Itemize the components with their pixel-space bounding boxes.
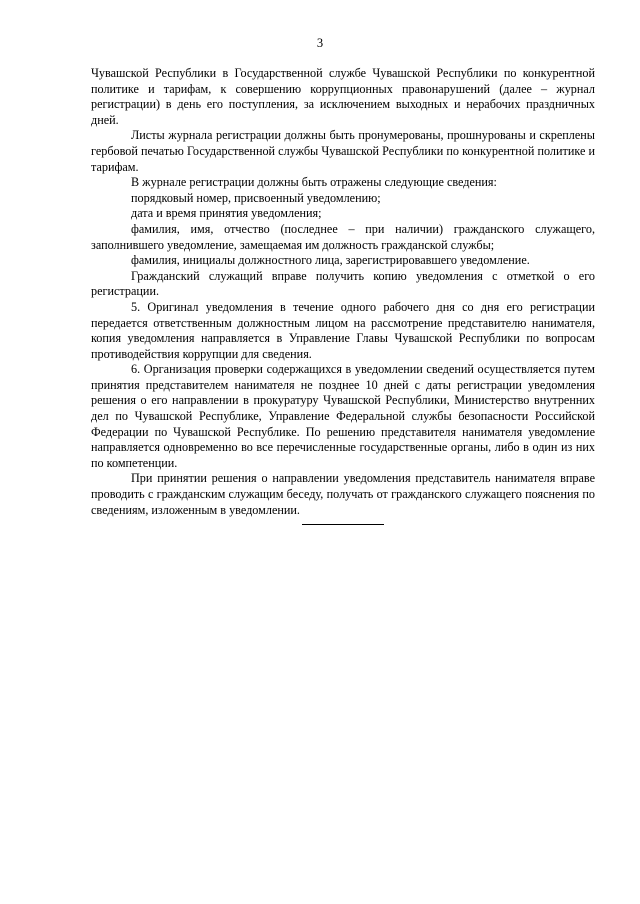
paragraph-item-5: 5. Оригинал уведомления в течение одного рабочего дня со дня его регистрации передается ответственным должностным лицом на рассмотрение представителю нанимателя, копия уведомления направляется в Управление Главы Чувашской Республики по вопросам противодействия коррупции для сведения. — [91, 299, 595, 361]
list-item-employee-name: фамилия, имя, отчество (последнее – при наличии) гражданского служащего, заполнившего уведомление, замещаемая им должность гражданской службы; — [91, 221, 595, 252]
list-item-registrar-name: фамилия, инициалы должностного лица, зарегистрировавшего уведомление. — [131, 253, 530, 268]
paragraph-conversation: При принятии решения о направлении уведомления представитель нанимателя вправе проводить с гражданским служащим беседу, получать от гражданского служащего пояснения по сведениям, изложенным в уведомлении. — [91, 471, 595, 517]
page-number: 3 — [316, 36, 324, 50]
paragraph-continuation: Чувашской Республики в Государственной службе Чувашской Республики по конкурентной политике и тарифам, к совершению коррупционных правонарушений (далее – журнал регистрации) в день его поступления, за исключением выходных и нерабочих праздничных дней. — [91, 66, 595, 127]
paragraph-journal-contents: В журнале регистрации должны быть отражены следующие сведения: — [131, 175, 497, 190]
end-separator-line — [302, 524, 384, 525]
paragraph-journal-sheets: Листы журнала регистрации должны быть пронумерованы, прошнурованы и скреплены гербовой печатью Государственной службы Чувашской Республики по конкурентной политике и тарифам. — [91, 128, 595, 174]
paragraph-item-6: 6. Организация проверки содержащихся в уведомлении сведений осуществляется путем принятия представителем нанимателя не позднее 10 дней с даты регистрации уведомления решения о его направлении в прокуратуру Чувашской Республики, Министерство внутренних дел по Чувашской Республике, Управление Федеральной службы безопасности Российской Федерации по Чувашской Республике. По решению представителя нанимателя уведомление направляется одновременно во все перечисленные государственные органы, либо в один из них по компетенции. — [91, 362, 595, 470]
list-item-date-time: дата и время принятия уведомления; — [131, 206, 322, 221]
list-item-serial-number: порядковый номер, присвоенный уведомлению; — [131, 190, 381, 205]
paragraph-copy-right: Гражданский служащий вправе получить копию уведомления с отметкой о его регистрации. — [91, 268, 595, 299]
document-body — [91, 66, 595, 518]
